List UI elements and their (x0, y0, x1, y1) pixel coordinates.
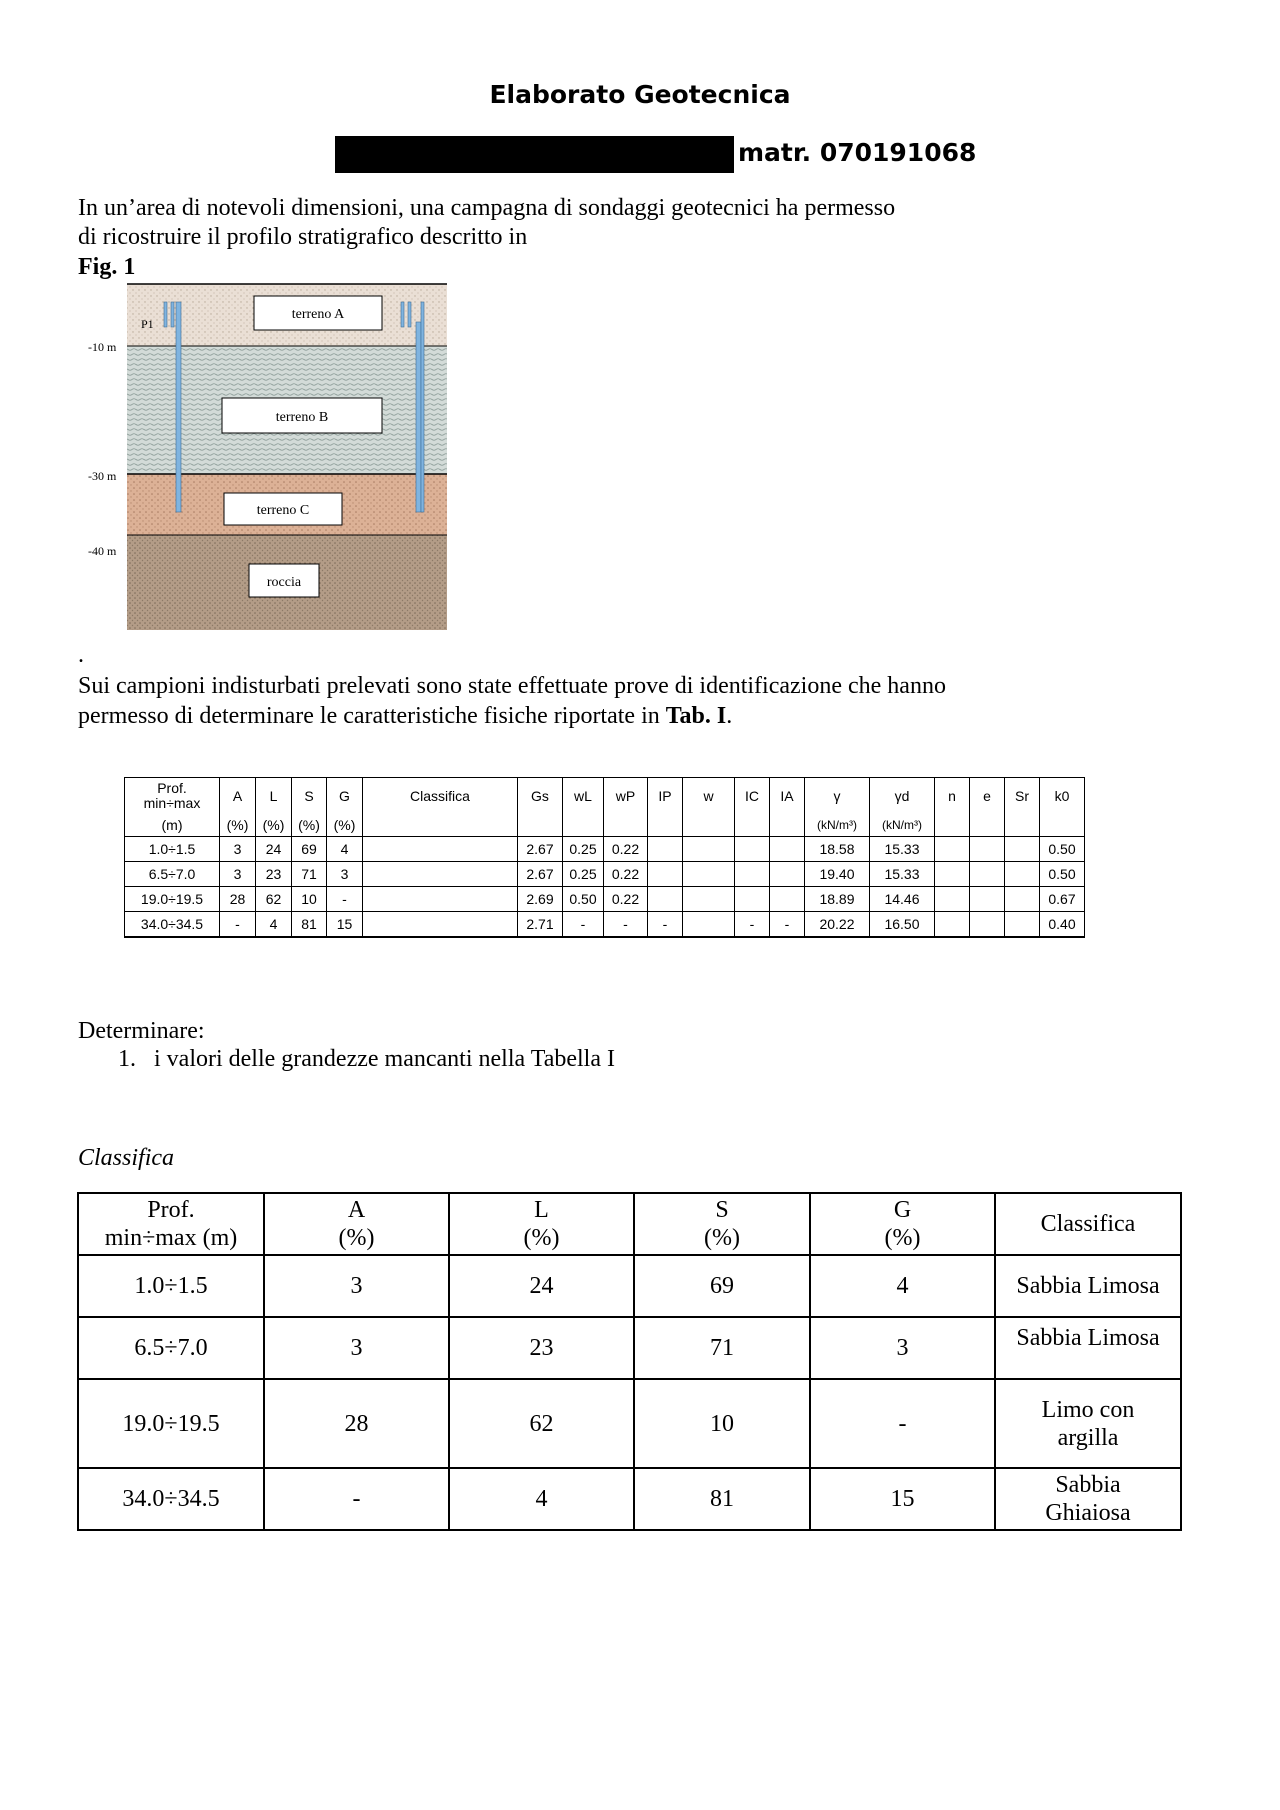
tab1-row: 6.5÷7.0 3 23 71 3 2.67 0.25 0.22 19.40 15.33 0.50 (125, 862, 1085, 887)
label-terreno-c (224, 493, 342, 525)
para2-line-2: permesso di determinare le caratteristiche fisiche riportate in Tab. I. (78, 703, 733, 729)
piezometer-label: P1 (141, 317, 154, 331)
page-title: Elaborato Geotecnica (489, 80, 791, 109)
para2-line-1: Sui campioni indisturbati prelevati sono state effettuate prove di identificazione che hanno (78, 673, 946, 699)
depth-30: -30 m (88, 469, 117, 483)
tab1-row: 19.0÷19.5 28 62 10 - 2.69 0.50 0.22 18.89 14.46 0.67 (125, 887, 1085, 912)
label-terreno-a (254, 296, 382, 330)
depth-40: -40 m (88, 544, 117, 558)
tab1-row: 1.0÷1.5 3 24 69 4 2.67 0.25 0.22 18.58 15.33 0.50 (125, 837, 1085, 862)
table-row: 19.0÷19.5 28 62 10 - Limo con argilla (78, 1379, 1181, 1468)
table-row: 34.0÷34.5 - 4 81 15 Sabbia Ghiaiosa (78, 1468, 1181, 1530)
svg-text:terreno A: terreno A (291, 307, 345, 322)
intro-line-1: In un’area di notevoli dimensioni, una campagna di sondaggi geotecnici ha permesso (78, 195, 896, 221)
dot: . (78, 642, 84, 668)
matricola: matr. 070191068 (738, 138, 977, 167)
tab-i: Prof. min÷max A L S G Classifica Gs wL wP IP w IC IA γ γd n e Sr k0 (m) (%) (%) (%) (%) (kN/m³) (kN/m³) 1.0÷1.5 3 24 69 4 2.67 0.25 0.22 18.58 15.33 0.50 6.5÷7.0 3 23 71 3 2.67 0.25 0.22 19.40 15.33 0.50 19.0÷19.5 28 62 10 - 2.69 0.50 0.22 18.89 14.46 0.67 34.0÷34.5 - 4 81 15 2.71 - - - - - 20.22 16.50 0.40 (124, 777, 1085, 938)
depth-10: -10 m (88, 340, 117, 354)
classifica-table: Prof. min÷max (m) A (%) L (%) S (%) G (%) Classifica 1.0÷1.5 3 24 69 4 Sabbia Limosa 6.5÷7.0 3 23 71 3 Sabbia Limosa 19.0÷19.5 28 62 10 - Limo con argilla 34.0÷34.5 - 4 81 15 Sabbia Ghiaiosa (77, 1192, 1182, 1531)
table-row: 6.5÷7.0 3 23 71 3 Sabbia Limosa (78, 1317, 1181, 1379)
intro-line-2: di ricostruire il profilo stratigrafico descritto in (78, 224, 528, 250)
svg-text:roccia: roccia (266, 575, 302, 590)
label-roccia (249, 564, 319, 597)
svg-text:terreno C: terreno C (256, 503, 310, 518)
redacted-name (335, 136, 734, 173)
fig-ref: Fig. 1 (78, 254, 136, 280)
tab1-row: 34.0÷34.5 - 4 81 15 2.71 - - - - - 20.22 16.50 0.40 (125, 912, 1085, 938)
tab1-prof-header: Prof. min÷max (125, 778, 220, 815)
stratigraphy-figure (84, 282, 448, 630)
table-row: 1.0÷1.5 3 24 69 4 Sabbia Limosa (78, 1255, 1181, 1317)
label-terreno-b (222, 398, 382, 433)
svg-text:terreno B: terreno B (275, 410, 329, 425)
task-item: 1. i valori delle grandezze mancanti nella Tabella I (118, 1046, 615, 1072)
classifica-title: Classifica (78, 1145, 175, 1171)
task-intro: Determinare: (78, 1018, 205, 1044)
